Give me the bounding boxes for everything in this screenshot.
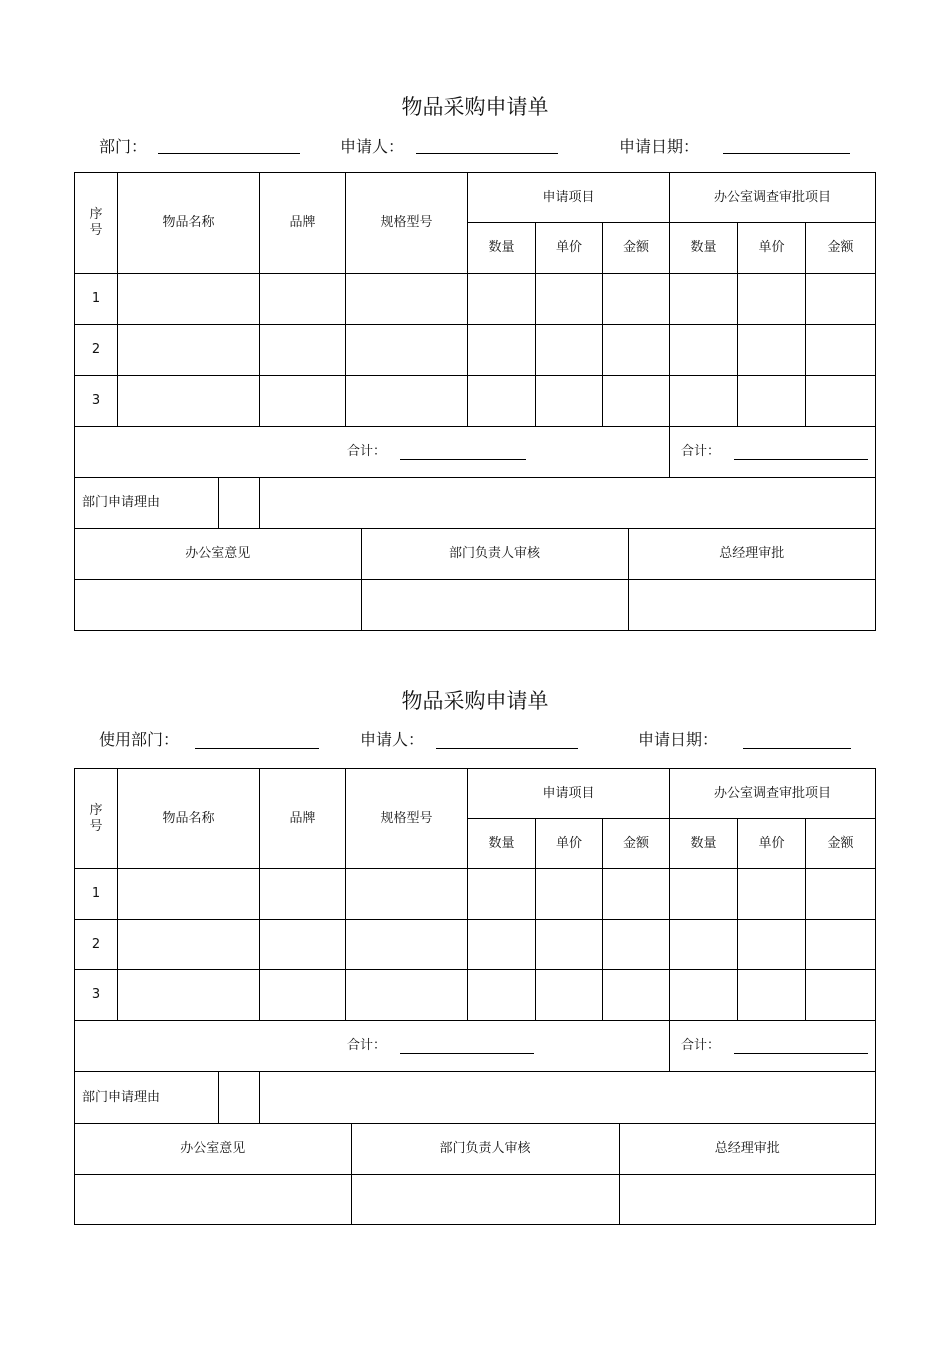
spec-cell[interactable] xyxy=(346,376,468,427)
brand-cell[interactable] xyxy=(260,376,346,427)
office-qty-cell[interactable] xyxy=(670,274,738,325)
date-label: 申请日期： xyxy=(619,137,700,156)
apply-amount-cell[interactable] xyxy=(603,274,670,325)
office-total-field[interactable] xyxy=(734,459,868,460)
purchase-table xyxy=(74,172,876,631)
spec-cell[interactable] xyxy=(346,920,468,970)
office-group-header: 办公室调查审批项目 xyxy=(670,769,876,819)
gm-approval-field[interactable] xyxy=(619,1174,875,1224)
apply-group-header: 申请项目 xyxy=(468,769,670,819)
office-amount-cell[interactable] xyxy=(806,376,876,427)
item-name-cell[interactable] xyxy=(118,325,260,376)
reason-field[interactable] xyxy=(260,478,876,529)
apply-total-cell xyxy=(75,427,670,478)
apply-amount-cell[interactable] xyxy=(603,325,670,376)
apply-qty-cell[interactable] xyxy=(468,920,536,970)
apply-total-field[interactable] xyxy=(400,459,526,460)
date-label: 申请日期： xyxy=(638,730,719,749)
gm-approval-label: 总经理审批 xyxy=(628,529,875,579)
reason-label: 部门申请理由 xyxy=(82,495,161,510)
row-number: 2 xyxy=(75,920,118,970)
reason-label: 部门申请理由 xyxy=(82,1089,161,1105)
row-number: 3 xyxy=(75,970,118,1021)
office-unit-price-cell[interactable] xyxy=(738,274,806,325)
apply-qty-header: 数量 xyxy=(468,819,536,869)
apply-group-header: 申请项目 xyxy=(468,173,670,223)
apply-unit-price-header: 单价 xyxy=(536,223,603,274)
department-label: 部门： xyxy=(99,137,148,156)
apply-total-label: 合计： xyxy=(347,444,387,459)
seq-char-2: 号 xyxy=(89,223,103,238)
department-field[interactable] xyxy=(195,748,319,749)
office-total-label: 合计： xyxy=(681,1038,721,1053)
apply-unit-price-cell[interactable] xyxy=(536,970,603,1021)
office-amount-cell[interactable] xyxy=(806,970,876,1021)
office-qty-header: 数量 xyxy=(670,819,738,869)
applicant-label: 申请人： xyxy=(360,730,425,749)
apply-total-cell xyxy=(75,1021,670,1072)
table-row xyxy=(75,325,876,376)
date-field[interactable] xyxy=(723,153,850,154)
spec-header: 规格型号 xyxy=(346,769,468,869)
applicant-field[interactable] xyxy=(436,748,578,749)
office-total-cell xyxy=(670,1021,876,1072)
department-label: 使用部门： xyxy=(99,730,180,749)
table-row xyxy=(75,920,876,970)
office-unit-price-cell[interactable] xyxy=(738,325,806,376)
brand-cell[interactable] xyxy=(260,325,346,376)
dept-head-review-field[interactable] xyxy=(351,1174,619,1224)
apply-qty-header: 数量 xyxy=(468,223,536,274)
apply-unit-price-cell[interactable] xyxy=(536,869,603,920)
reason-field[interactable] xyxy=(260,1072,876,1124)
dept-head-review-field[interactable] xyxy=(361,579,628,630)
apply-amount-cell[interactable] xyxy=(603,920,670,970)
office-unit-price-header: 单价 xyxy=(738,223,806,274)
office-unit-price-cell[interactable] xyxy=(738,869,806,920)
brand-cell[interactable] xyxy=(260,869,346,920)
brand-header: 品牌 xyxy=(260,769,346,869)
spec-cell[interactable] xyxy=(346,970,468,1021)
office-group-header: 办公室调查审批项目 xyxy=(670,173,876,223)
item-name-header: 物品名称 xyxy=(118,769,260,869)
spec-cell[interactable] xyxy=(346,274,468,325)
apply-unit-price-cell[interactable] xyxy=(536,325,603,376)
apply-qty-cell[interactable] xyxy=(468,274,536,325)
form-title: 物品采购申请单 xyxy=(401,95,549,119)
reason-field-start[interactable] xyxy=(218,1072,259,1123)
office-opinion-field[interactable] xyxy=(75,579,361,630)
office-amount-cell[interactable] xyxy=(806,274,876,325)
office-total-label: 合计： xyxy=(681,444,721,459)
seq-char-1: 序 xyxy=(89,207,103,222)
table-row xyxy=(75,869,876,920)
office-amount-cell[interactable] xyxy=(806,920,876,970)
office-amount-header: 金额 xyxy=(806,819,876,869)
apply-qty-cell[interactable] xyxy=(468,376,536,427)
item-name-cell[interactable] xyxy=(118,376,260,427)
brand-cell[interactable] xyxy=(260,274,346,325)
apply-unit-price-header: 单价 xyxy=(536,819,603,869)
office-unit-price-cell[interactable] xyxy=(738,376,806,427)
spec-cell[interactable] xyxy=(346,869,468,920)
spec-header: 规格型号 xyxy=(346,173,468,274)
seq-header xyxy=(75,769,118,869)
office-opinion-label: 办公室意见 xyxy=(75,529,361,579)
seq-header xyxy=(75,173,118,274)
item-name-header: 物品名称 xyxy=(118,173,260,274)
apply-qty-cell[interactable] xyxy=(468,970,536,1021)
row-number: 1 xyxy=(75,869,118,920)
approval-section xyxy=(75,1124,876,1225)
form-title: 物品采购申请单 xyxy=(401,689,549,713)
apply-total-field[interactable] xyxy=(400,1053,534,1054)
office-unit-price-cell[interactable] xyxy=(738,920,806,970)
reason-wrap xyxy=(75,1072,260,1124)
dept-head-review-label: 部门负责人审核 xyxy=(361,529,628,579)
office-qty-cell[interactable] xyxy=(670,376,738,427)
reason-wrap xyxy=(75,478,260,529)
apply-unit-price-cell[interactable] xyxy=(536,920,603,970)
apply-qty-cell[interactable] xyxy=(468,325,536,376)
brand-header: 品牌 xyxy=(260,173,346,274)
row-number: 2 xyxy=(75,325,118,376)
date-field[interactable] xyxy=(743,748,851,749)
dept-head-review-label: 部门负责人审核 xyxy=(351,1124,619,1174)
office-qty-header: 数量 xyxy=(670,223,738,274)
seq-char-2: 号 xyxy=(89,818,103,834)
apply-unit-price-cell[interactable] xyxy=(536,376,603,427)
purchase-table xyxy=(74,768,876,1225)
office-qty-cell[interactable] xyxy=(670,869,738,920)
gm-approval-field[interactable] xyxy=(628,579,875,630)
item-name-cell[interactable] xyxy=(118,920,260,970)
office-unit-price-header: 单价 xyxy=(738,819,806,869)
seq-char-1: 序 xyxy=(89,802,103,818)
office-unit-price-cell[interactable] xyxy=(738,970,806,1021)
brand-cell[interactable] xyxy=(260,920,346,970)
apply-total-label: 合计： xyxy=(347,1038,387,1053)
office-opinion-field[interactable] xyxy=(75,1174,351,1224)
item-name-cell[interactable] xyxy=(118,970,260,1021)
office-amount-cell[interactable] xyxy=(806,325,876,376)
apply-amount-header: 金额 xyxy=(603,223,670,274)
office-opinion-label: 办公室意见 xyxy=(75,1124,351,1174)
spec-cell[interactable] xyxy=(346,325,468,376)
table-row xyxy=(75,376,876,427)
office-total-cell xyxy=(670,427,876,478)
gm-approval-label: 总经理审批 xyxy=(619,1124,875,1174)
office-qty-cell[interactable] xyxy=(670,325,738,376)
department-field[interactable] xyxy=(158,153,300,154)
office-qty-cell[interactable] xyxy=(670,920,738,970)
reason-field-start[interactable] xyxy=(218,478,259,528)
apply-qty-cell[interactable] xyxy=(468,869,536,920)
apply-amount-cell[interactable] xyxy=(603,376,670,427)
table-row xyxy=(75,970,876,1021)
applicant-label: 申请人： xyxy=(340,137,405,156)
apply-unit-price-cell[interactable] xyxy=(536,274,603,325)
apply-amount-header: 金额 xyxy=(603,819,670,869)
apply-amount-cell[interactable] xyxy=(603,970,670,1021)
applicant-field[interactable] xyxy=(416,153,558,154)
row-number: 3 xyxy=(75,376,118,427)
approval-section xyxy=(75,529,876,631)
office-amount-header: 金额 xyxy=(806,223,876,274)
item-name-cell[interactable] xyxy=(118,274,260,325)
brand-cell[interactable] xyxy=(260,970,346,1021)
office-qty-cell[interactable] xyxy=(670,970,738,1021)
table-row xyxy=(75,274,876,325)
row-number: 1 xyxy=(75,274,118,325)
office-total-field[interactable] xyxy=(734,1053,868,1054)
apply-amount-cell[interactable] xyxy=(603,869,670,920)
item-name-cell[interactable] xyxy=(118,869,260,920)
office-amount-cell[interactable] xyxy=(806,869,876,920)
